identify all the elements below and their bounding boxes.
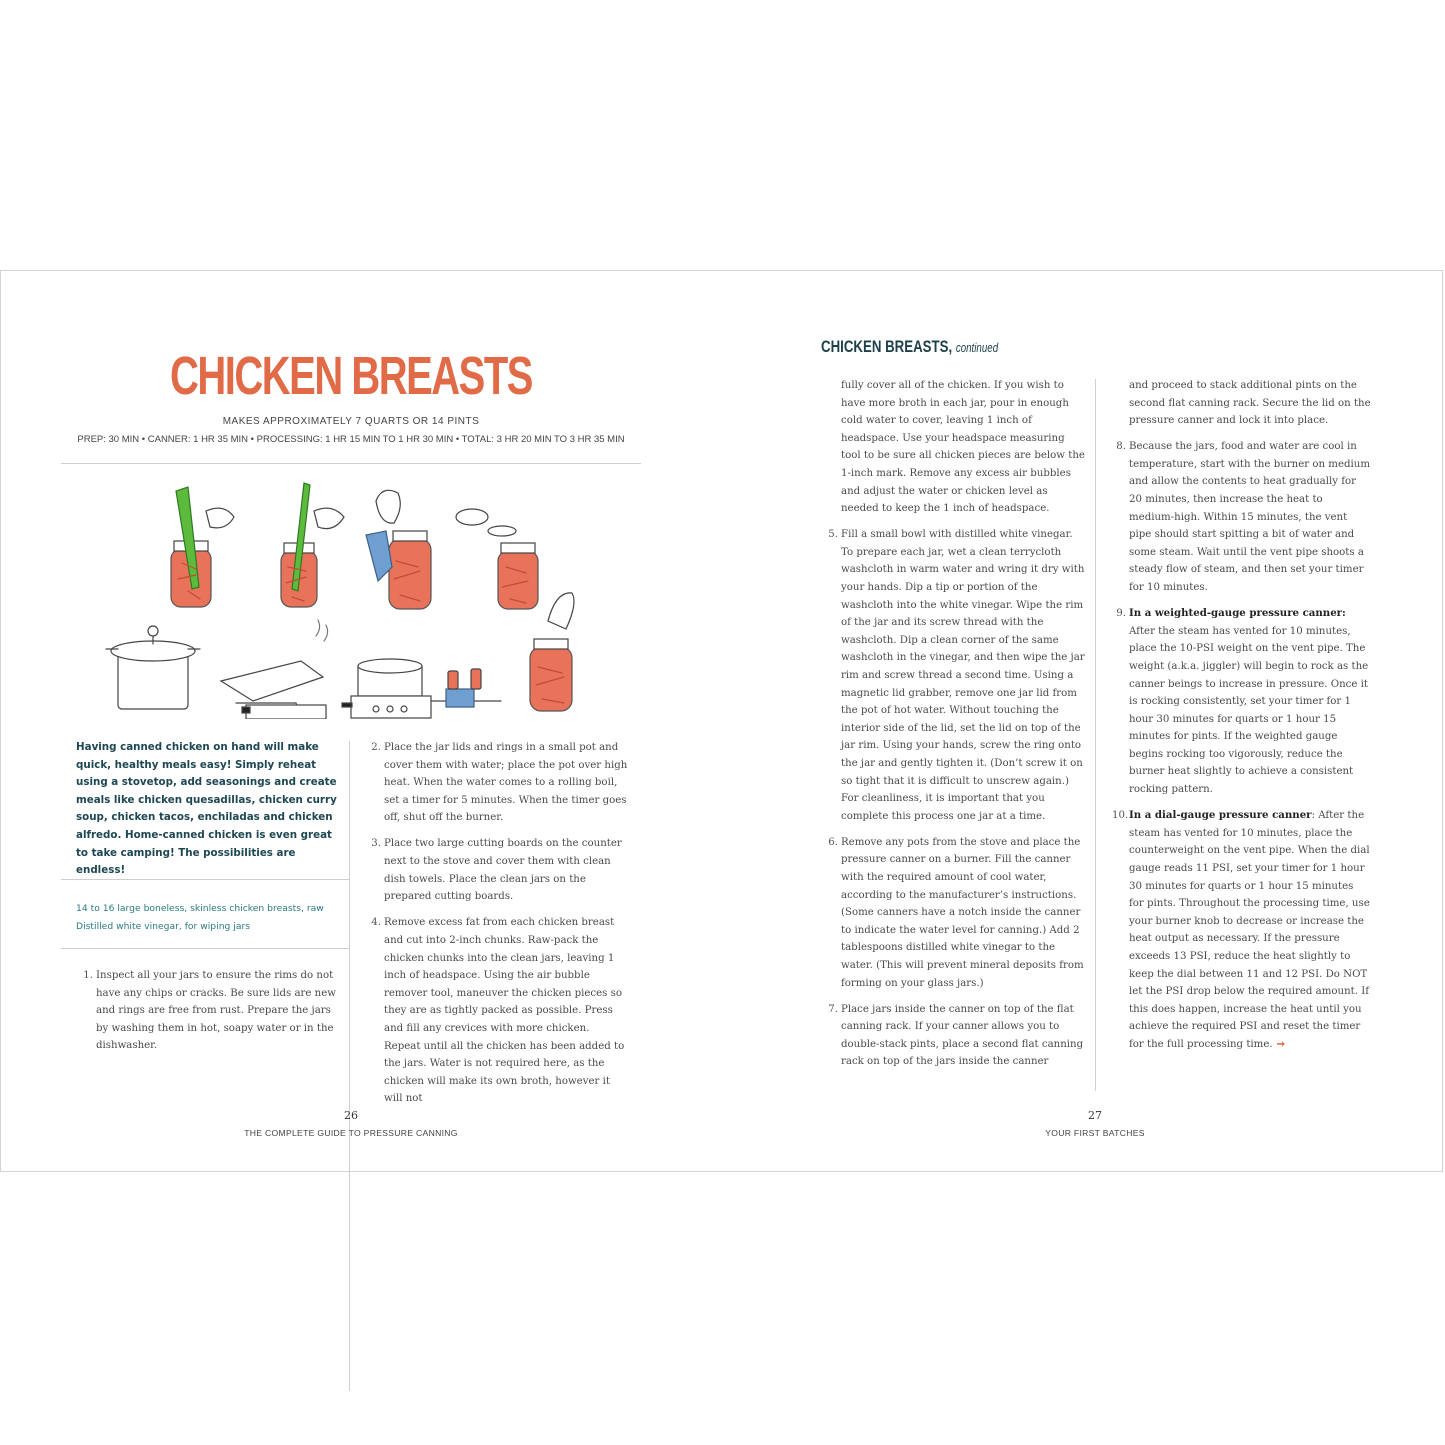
step-item: 4. Remove excess fat from each chicken breast and cut into 2-inch chunks. Raw-pack the chicken chunks into the clean jars, leaving 1 inch of headspace. Using the air bubble remover tool, maneuver the chicken pieces so they are as tightly packed as possible. Press and fill any crevices with more chicken. Repeat until all the chicken has been added to the jars. Water is not required here, as the chicken will make its own broth, however it will not	[371, 917, 625, 1105]
steps-column-1	[83, 967, 336, 1063]
jar-with-knife-2	[281, 483, 344, 607]
recipe-intro: Having canned chicken on hand will make quick, healthy meals easy! Simply reheat using a stovetop, add seasonings and create meals like chicken quesadillas, chicken curry soup, chicken tacos, enchiladas and chicken alfredo. Home-canned chicken is even great to take camping! The possibilities are endless!	[76, 741, 337, 877]
ingredient-item: 14 to 16 large boneless, skinless chicken breasts, raw	[76, 903, 324, 914]
footer-left: THE COMPLETE GUIDE TO PRESSURE CANNING	[244, 1128, 458, 1138]
ingredient-list	[76, 900, 341, 935]
step-item: 1. Inspect all your jars to ensure the rims do not have any chips or cracks. Be sure lids are new and rings are free from rust. Prepare the jars by washing them in hot, soapy water or in the dishwasher.	[83, 970, 336, 1052]
intro-divider	[61, 879, 349, 880]
right-column-1	[828, 377, 1086, 1080]
step-item: 6. Remove any pots from the stove and place the pressure canner on a burner. Fill the canner with the required amount of cool water, according to the manufacturer’s instructions. (Some canners have a notch inside the canner to indicate the water level for canning.) Add 2 tablespoons distilled white vinegar to the water. (This will prevent mineral deposits from forming on your glass jars.)	[828, 836, 1084, 989]
step-continued: and proceed to stack additional pints on the second flat canning rack. Secure the lid on the pressure canner and lock it into place.	[1129, 380, 1371, 427]
right-column-divider	[1095, 379, 1096, 1091]
book-spread	[0, 270, 1443, 1172]
stove-with-pot	[342, 659, 501, 718]
step-item: 10. In a dial-gauge pressure canner: After the steam has vented for 10 minutes, place the counterweight on the vent pipe. When the dial gauge reads 11 PSI, set your timer for 1 hour 30 minutes for quarts or 1 hour 15 minutes for pints. Throughout the processing time, use your burner knob to decrease or increase the heat output as necessary. If the pressure exceeds 13 PSI, reduce the heat slightly to keep the dial between 11 and 12 PSI. Do NOT let the PSI drop below the required amount. If this does happen, increase the heat until you achieve the required PSI and reset the timer for the full processing time. ➞	[1129, 807, 1371, 1053]
yield-text: MAKES APPROXIMATELY 7 QUARTS OR 14 PINTS	[222, 416, 480, 427]
steps-column-2	[371, 739, 629, 1116]
pressure-canner	[106, 626, 200, 709]
ingredient-divider	[61, 948, 349, 949]
jar-with-lid	[456, 509, 538, 609]
ingredient-item: Distilled white vinegar, for wiping jars	[76, 920, 251, 932]
title-divider	[61, 463, 641, 464]
right-column-2	[1112, 377, 1371, 1062]
step-item: 7. Place jars inside the canner on top of the flat canning rack. If your canner allows you to double-stack pints, place a second flat canning rack on top of the jars inside the canner	[828, 1003, 1084, 1068]
continued-title: CHICKEN BREASTS, continued	[821, 337, 999, 356]
times-text: PREP: 30 MIN • CANNER: 1 HR 35 MIN • PROCESSING: 1 HR 15 MIN TO 1 HR 30 MIN • TOTAL: 3 HR 20 MIN TO 3 HR 35 MIN	[77, 434, 625, 445]
arrow-right-icon: ➞	[1276, 1037, 1286, 1050]
jar-tightening	[530, 593, 574, 711]
footer-right: YOUR FIRST BATCHES	[1045, 1128, 1145, 1138]
jar-with-knife-1	[171, 487, 234, 607]
step-continued: fully cover all of the chicken. If you wish to have more broth in each jar, pour in enough cold water to cover, leaving 1 inch of headspace. Use your headspace measuring tool to be sure all chicken pieces are below the 1-inch mark. Remove any excess air bubbles and adjust the water or chicken level as needed to keep the 1 inch of headspace.	[841, 380, 1085, 515]
steps-column-4	[1112, 438, 1371, 1053]
canning-steps-illustration	[96, 471, 606, 719]
step-item: 5. Fill a small bowl with distilled white vinegar. To prepare each jar, wet a clean terrycloth washcloth in warm water and wring it dry with your hands. Dip a tip or portion of the washcloth into the white vinegar. Wipe the rim of the jar and its screw thread with the washcloth. Dip a clean corner of the same washcloth in the vinegar, and then wipe the jar rim and screw thread a second time. Using a magnetic lid grabber, remove one jar lid from the pot of hot water. Without touching the interior side of the lid, set the lid on top of the jar rim. Using your hands, screw the ring onto the jar and gently tighten it. (Don’t screw it on so tight that it is difficult to unscrew again.) For cleanliness, it is important that you complete this process one jar at a time.	[828, 529, 1085, 822]
recipe-title: CHICKEN BREASTS	[170, 346, 532, 406]
page-number-left: 26	[344, 1109, 358, 1122]
towel-and-board	[221, 620, 328, 719]
steps-column-3	[828, 526, 1086, 1071]
jar-wiping	[366, 490, 431, 609]
step-item: 8. Because the jars, food and water are cool in temperature, start with the burner on medium and allow the contents to heat gradually for 20 minutes, then increase the heat to medium-high. Within 15 minutes, the vent pipe should start spitting a bit of water and some steam. Wait until the vent pipe shoots a steady flow of steam, and then set your timer for 10 minutes.	[1116, 441, 1370, 594]
step-item: 3. Place two large cutting boards on the counter next to the stove and cover them with clean dish towels. Place the clean jars on the prepared cutting boards.	[371, 838, 622, 903]
column-divider	[349, 741, 350, 1391]
page-number-right: 27	[1088, 1109, 1102, 1122]
step-item: 2. Place the jar lids and rings in a small pot and cover them with water; place the pot over high heat. When the water comes to a rolling boil, set a timer for 5 minutes. When the timer goes off, shut off the burner.	[371, 742, 628, 824]
step-item: 9. In a weighted-gauge pressure canner: After the steam has vented for 10 minutes, place the 10-PSI weight on the vent pipe. The weight (a.k.a. jiggler) will begin to rock as the canner beings to increase in pressure. Once it is rocking consistently, set your timer for 1 hour 30 minutes for quarts or 1 hour 15 minutes for pints. If the weighted gauge begins rocking too vigorously, reduce the burner heat slightly to achieve a consistent rocking pattern.	[1116, 607, 1369, 796]
